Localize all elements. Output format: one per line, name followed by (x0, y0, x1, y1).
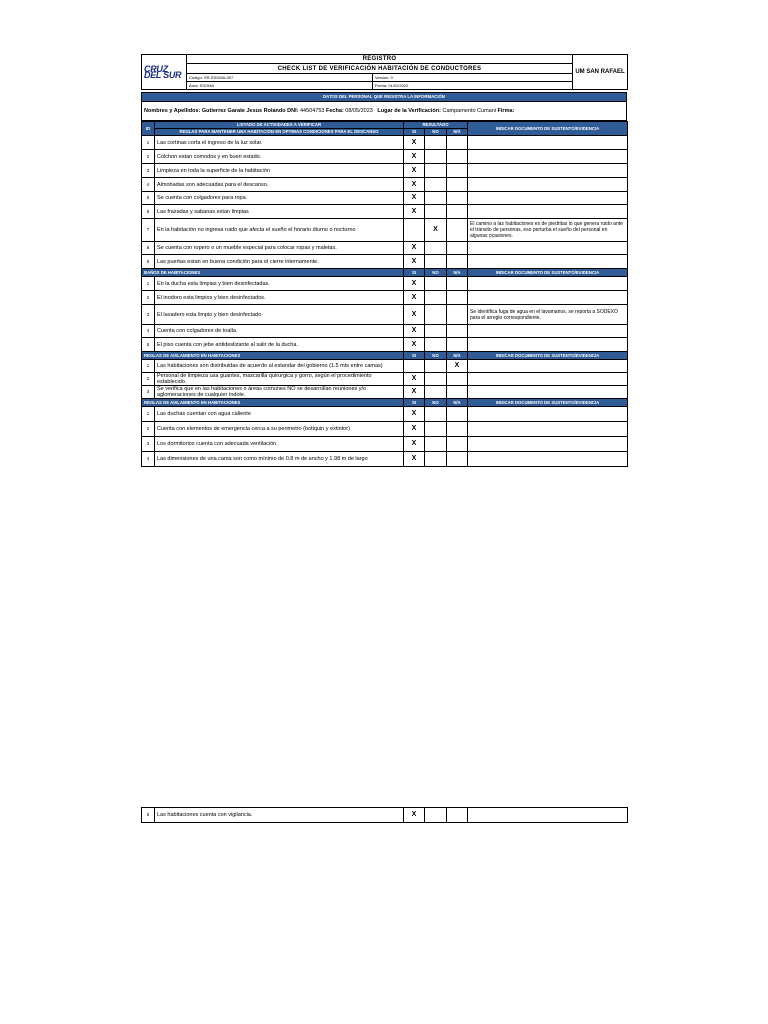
row-na (447, 164, 468, 178)
row-na (447, 242, 468, 255)
row-si: X (404, 242, 425, 255)
table-row (142, 808, 628, 823)
row-id: 1 (142, 136, 155, 150)
row-id: 1 (142, 360, 155, 373)
row-na (447, 452, 468, 467)
row-no (425, 242, 447, 255)
codigo-label: Código: SR-SSOMA-007 (187, 74, 373, 82)
row-si: X (404, 178, 425, 192)
row-id: 2 (142, 373, 155, 386)
row-activity: Cuenta con elementos de emergencia cerca a su perimetro (botiquin y extintor) (155, 422, 404, 437)
row-si: X (404, 277, 425, 291)
registro-label: REGISTRO (187, 55, 573, 64)
row-na (447, 305, 468, 325)
row-no (425, 178, 447, 192)
row-activity: Se cuenta con ropero o un mueble especial para colocar ropas y maletas. (155, 242, 404, 255)
row-no (425, 205, 447, 219)
row-activity: Se cuenta con colgadores para ropa. (155, 192, 404, 205)
col-no-header: NO (425, 129, 447, 136)
col-indicar-header: INDICAR DOCUMENTO DE SUSTENTO/EVIDENCIA (468, 399, 628, 407)
row-na (447, 136, 468, 150)
col-si-header: SI (404, 269, 425, 277)
col-no-header: NO (425, 399, 447, 407)
row-na (447, 422, 468, 437)
row-na (447, 192, 468, 205)
row-evidence (468, 164, 628, 178)
row-activity: Colchon estan comodos y en buen estado. (155, 150, 404, 164)
col-si-header: SI (404, 352, 425, 360)
table-row (142, 407, 628, 422)
row-evidence: Se identifica fuga de agua en el lavamanos, se reporta a SODEXO para el arreglo correspondiente. (468, 305, 628, 325)
row-evidence (468, 360, 628, 373)
row-id: 5 (142, 338, 155, 352)
row-activity: Se verifica que en las habitaciones o áreas comunes NO se desarrollan reuniones y/o aglomeraciones de cualquier índole. (155, 386, 404, 399)
row-activity: Las duchas cuentan con agua caliente (155, 407, 404, 422)
cruz-del-sur-logo: CRUZ DEL SUR (144, 64, 182, 80)
table-row (142, 192, 628, 205)
row-si: X (404, 452, 425, 467)
row-na (447, 338, 468, 352)
fecha-label: Fecha: 01/02/2022 (373, 82, 573, 90)
row-no (425, 325, 447, 338)
table-row (142, 150, 628, 164)
row-evidence (468, 277, 628, 291)
row-evidence (468, 422, 628, 437)
row-activity: En la ducha esta limpias y bien desinfectadas. (155, 277, 404, 291)
row-evidence (468, 136, 628, 150)
row-si (404, 360, 425, 373)
row-evidence (468, 242, 628, 255)
row-na (447, 407, 468, 422)
row-id: 5 (142, 808, 155, 823)
row-id: 1 (142, 407, 155, 422)
row-activity: Almohadas son adecuadas para el descanso. (155, 178, 404, 192)
row-no (425, 452, 447, 467)
row-evidence (468, 255, 628, 269)
row-si: X (404, 255, 425, 269)
section-title: BAÑOS DE HABITACIONES (142, 269, 404, 277)
row-id: 6 (142, 205, 155, 219)
version-label: Versión: 0 (373, 74, 573, 82)
col-resultado-header: RESULTADO (404, 122, 468, 129)
row-no (425, 192, 447, 205)
row-evidence (468, 150, 628, 164)
table-row (142, 136, 628, 150)
row-id: 4 (142, 452, 155, 467)
row-si: X (404, 422, 425, 437)
row-no (425, 386, 447, 399)
table-row (142, 205, 628, 219)
row-na: X (447, 360, 468, 373)
row-evidence (468, 386, 628, 399)
row-activity: El inodoro esta limpios y bien desinfectados. (155, 291, 404, 305)
col-id-header: ID (142, 122, 155, 136)
table-row (142, 255, 628, 269)
row-si: X (404, 291, 425, 305)
row-na (447, 325, 468, 338)
section-title: REGLAS DE AISLAMIENTO EN HABITACIONES (142, 352, 404, 360)
table-row (142, 452, 628, 467)
row-id: 8 (142, 242, 155, 255)
row-evidence (468, 437, 628, 452)
row-activity: En la habitación no ingresa ruido que afecta el sueño el horario diurno o nocturno (155, 219, 404, 242)
table-row (142, 164, 628, 178)
row-id: 5 (142, 192, 155, 205)
col-si-header: SI (404, 129, 425, 136)
col-na-header: N/A (447, 269, 468, 277)
row-id: 2 (142, 150, 155, 164)
row-id: 1 (142, 277, 155, 291)
table-row (142, 437, 628, 452)
table-row (142, 305, 628, 325)
row-evidence (468, 205, 628, 219)
col-indicar-header: INDICAR DOCUMENTO DE SUSTENTO/EVIDENCIA (468, 122, 628, 136)
table-row (142, 422, 628, 437)
row-id: 2 (142, 422, 155, 437)
table-row (142, 178, 628, 192)
row-no: X (425, 219, 447, 242)
row-activity: Las frazadas y sabanas estan limpias (155, 205, 404, 219)
row-na (447, 386, 468, 399)
row-si: X (404, 407, 425, 422)
table-row (142, 386, 628, 399)
section-title: REGLAS PARA MANTENER UNA HABITACIÓN EN OPTIMAS CONDICIONES PARA EL DESCANSO (155, 129, 404, 136)
table-row (142, 338, 628, 352)
document-title: CHECK LIST DE VERIFICACIÓN HABITACIÓN DE CONDUCTORES (187, 64, 573, 74)
row-no (425, 422, 447, 437)
row-evidence (468, 192, 628, 205)
row-no (425, 291, 447, 305)
row-activity: El piso cuenta con jebe antideslizante al salir de la ducha. (155, 338, 404, 352)
row-evidence (468, 291, 628, 305)
row-evidence: El camino a las habitaciones es de piedritas lo que genera ruido ante el tránsito de personas, eso perturba el sueño del personal en algunas ocasiones. (468, 219, 628, 242)
row-evidence (468, 452, 628, 467)
row-activity: El lavadero esta limpio y bien desinfectado (155, 305, 404, 325)
row-activity: Limpieza en toda la superficie de la habitación (155, 164, 404, 178)
row-activity: Los dormitorios cuenta con adecuada ventilación. (155, 437, 404, 452)
row-na (447, 205, 468, 219)
table-row (142, 373, 628, 386)
header-table (141, 54, 628, 90)
row-no (425, 136, 447, 150)
row-evidence (468, 373, 628, 386)
col-na-header: N/A (447, 399, 468, 407)
row-no (425, 305, 447, 325)
row-si: X (404, 373, 425, 386)
row-evidence (468, 338, 628, 352)
row-id: 3 (142, 305, 155, 325)
section-title: REGLAS DE AISLAMIENTO EN HABITACIONES (142, 399, 404, 407)
row-si: X (404, 150, 425, 164)
row-no (425, 437, 447, 452)
row-id: 4 (142, 325, 155, 338)
row-activity: Las cortinas corta el ingreso de la luz solar. (155, 136, 404, 150)
row-evidence (468, 407, 628, 422)
table-row (142, 325, 628, 338)
row-activity: Las habitaciones son distribuidas de acuerdo al estandar del gobierno (1.5 mts entre camas) (155, 360, 404, 373)
personal-info: Nombres y Apellidos: Gutierrez Garate Jesus Rolando DNI: 44504753 Fecha: 08/05/2023 Lugar de la Verificación: Campamento Cumani Firma: (142, 102, 627, 121)
checklist-table (141, 121, 628, 467)
row-na (447, 373, 468, 386)
row-id: 4 (142, 178, 155, 192)
col-no-header: NO (425, 269, 447, 277)
row-no (425, 373, 447, 386)
row-activity: Cuenta con colgadores de toalla. (155, 325, 404, 338)
row-no (425, 277, 447, 291)
col-na-header: N/A (447, 352, 468, 360)
row-na (447, 150, 468, 164)
row-id: 3 (142, 386, 155, 399)
row-no (425, 255, 447, 269)
row-id: 2 (142, 291, 155, 305)
col-listado-header: LISTADO DE ACTIVIDADES A VERIFICAR (155, 122, 404, 129)
um-label: UM SAN RAFAEL (573, 55, 628, 90)
row-evidence (468, 325, 628, 338)
row-na (447, 291, 468, 305)
row-id: 9 (142, 255, 155, 269)
row-id: 7 (142, 219, 155, 242)
personal-table (141, 92, 627, 121)
row-si: X (404, 305, 425, 325)
row-na (447, 277, 468, 291)
row-activity: Las habitaciones cuenta con vigilancia. (155, 808, 404, 823)
footer-table (141, 807, 628, 823)
row-si: X (404, 338, 425, 352)
row-na (447, 437, 468, 452)
row-evidence (468, 178, 628, 192)
row-no (425, 150, 447, 164)
row-na (447, 219, 468, 242)
row-na (447, 808, 468, 823)
personal-section-title: DATOS DEL PERSONAL QUE REGISTRA LA INFORMACIÓN (142, 93, 627, 102)
row-si: X (404, 136, 425, 150)
row-no (425, 338, 447, 352)
area-label: Área: SSOMA (187, 82, 373, 90)
col-indicar-header: INDICAR DOCUMENTO DE SUSTENTO/EVIDENCIA (468, 269, 628, 277)
row-si: X (404, 808, 425, 823)
row-no (425, 360, 447, 373)
col-no-header: NO (425, 352, 447, 360)
col-indicar-header: INDICAR DOCUMENTO DE SUSTENTO/EVIDENCIA (468, 352, 628, 360)
row-si: X (404, 192, 425, 205)
row-activity: Personal de limpieza usa guantes, mascarilla quirurgica y gorro, según el procedimiento establecido. (155, 373, 404, 386)
row-evidence (468, 808, 628, 823)
row-no (425, 164, 447, 178)
table-row (142, 291, 628, 305)
col-na-header: N/A (447, 129, 468, 136)
row-si: X (404, 437, 425, 452)
row-id: 3 (142, 437, 155, 452)
logo-cell (142, 55, 187, 90)
table-row (142, 360, 628, 373)
row-si: X (404, 164, 425, 178)
row-no (425, 808, 447, 823)
row-si: X (404, 205, 425, 219)
row-na (447, 255, 468, 269)
table-row (142, 242, 628, 255)
row-activity: Las puertas estan en buena condición para el cierre internamente. (155, 255, 404, 269)
row-si: X (404, 386, 425, 399)
row-si: X (404, 325, 425, 338)
col-si-header: SI (404, 399, 425, 407)
table-row (142, 277, 628, 291)
table-row (142, 219, 628, 242)
row-na (447, 178, 468, 192)
row-activity: Las dimensiones de una cama son como mínimo de 0.8 m de ancho y 1.98 m de largo (155, 452, 404, 467)
row-no (425, 407, 447, 422)
row-id: 3 (142, 164, 155, 178)
row-si (404, 219, 425, 242)
